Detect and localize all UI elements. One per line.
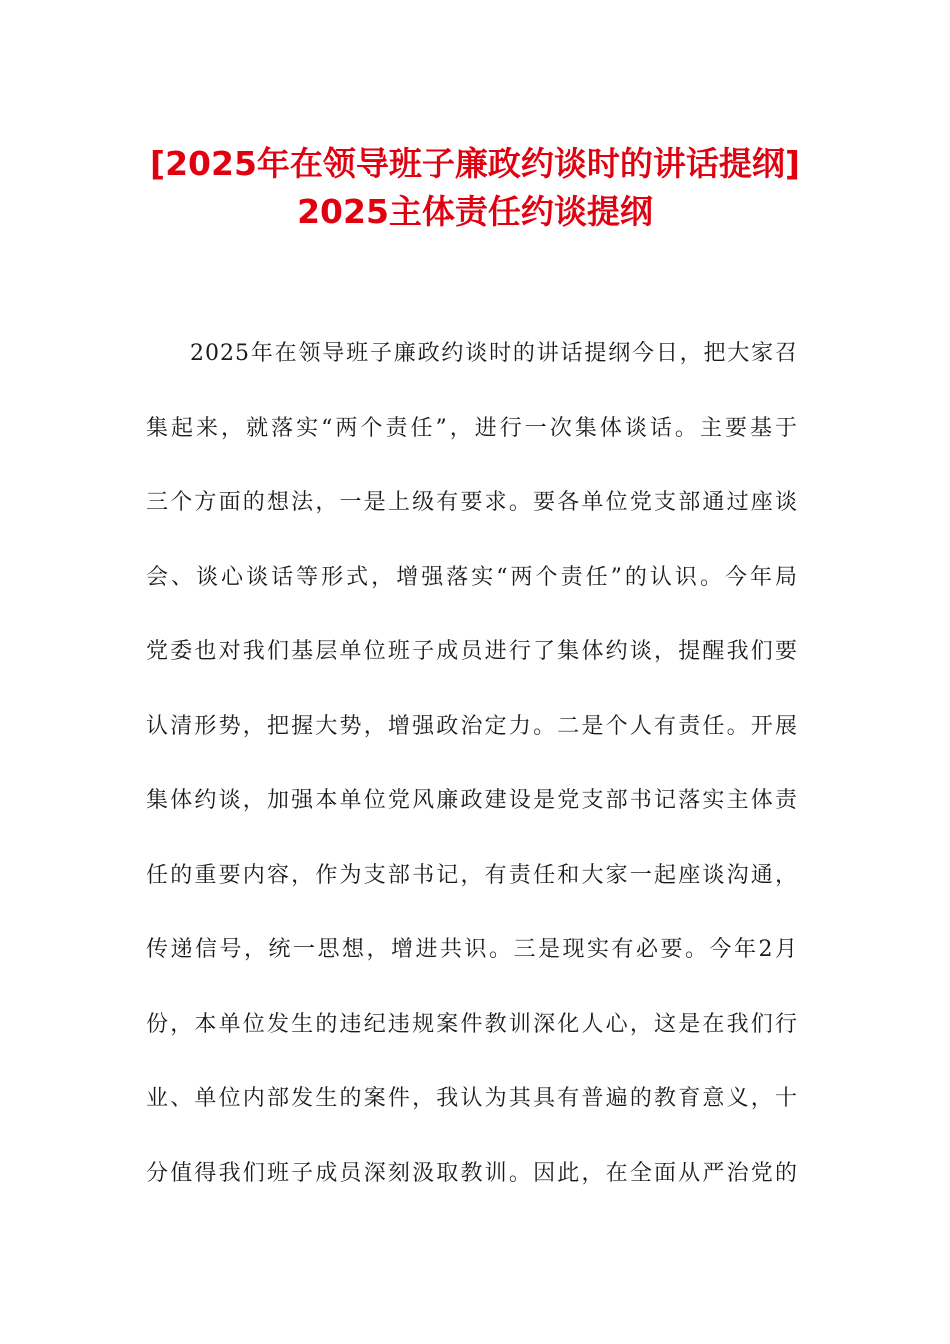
body-line: 任的重要内容，作为支部书记，有责任和大家一起座谈沟通，	[146, 862, 798, 888]
document-body	[146, 322, 798, 1216]
body-line: 分值得我们班子成员深刻汲取教训。因此，在全面从严治党的	[146, 1160, 798, 1186]
body-line: 业、单位内部发生的案件，我认为其具有普遍的教育意义，十	[146, 1086, 798, 1111]
body-line: 认清形势，把握大势，增强政治定力。二是个人有责任。开展	[146, 713, 798, 739]
body-line: 2025年在领导班子廉政约谈时的讲话提纲今日，把大家召	[190, 341, 798, 366]
body-line: 党委也对我们基层单位班子成员进行了集体约谈，提醒我们要	[146, 639, 798, 664]
body-line: 份，本单位发生的违纪违规案件教训深化人心，这是在我们行	[146, 1011, 798, 1037]
body-line: 传递信号，统一思想，增进共识。三是现实有必要。今年2月	[146, 937, 798, 962]
document-title	[120, 140, 830, 236]
title-line-1: [2025年在领导班子廉政约谈时的讲话提纲]	[149, 144, 800, 183]
body-line: 三个方面的想法，一是上级有要求。要各单位党支部通过座谈	[146, 490, 798, 515]
title-line-2: 2025主体责任约谈提纲	[297, 192, 653, 231]
body-line: 会、谈心谈话等形式，增强落实“两个责任”的认识。今年局	[146, 564, 798, 590]
body-line: 集起来，就落实“两个责任”，进行一次集体谈话。主要基于	[146, 415, 798, 441]
body-line: 集体约谈，加强本单位党风廉政建设是党支部书记落实主体责	[146, 788, 798, 813]
